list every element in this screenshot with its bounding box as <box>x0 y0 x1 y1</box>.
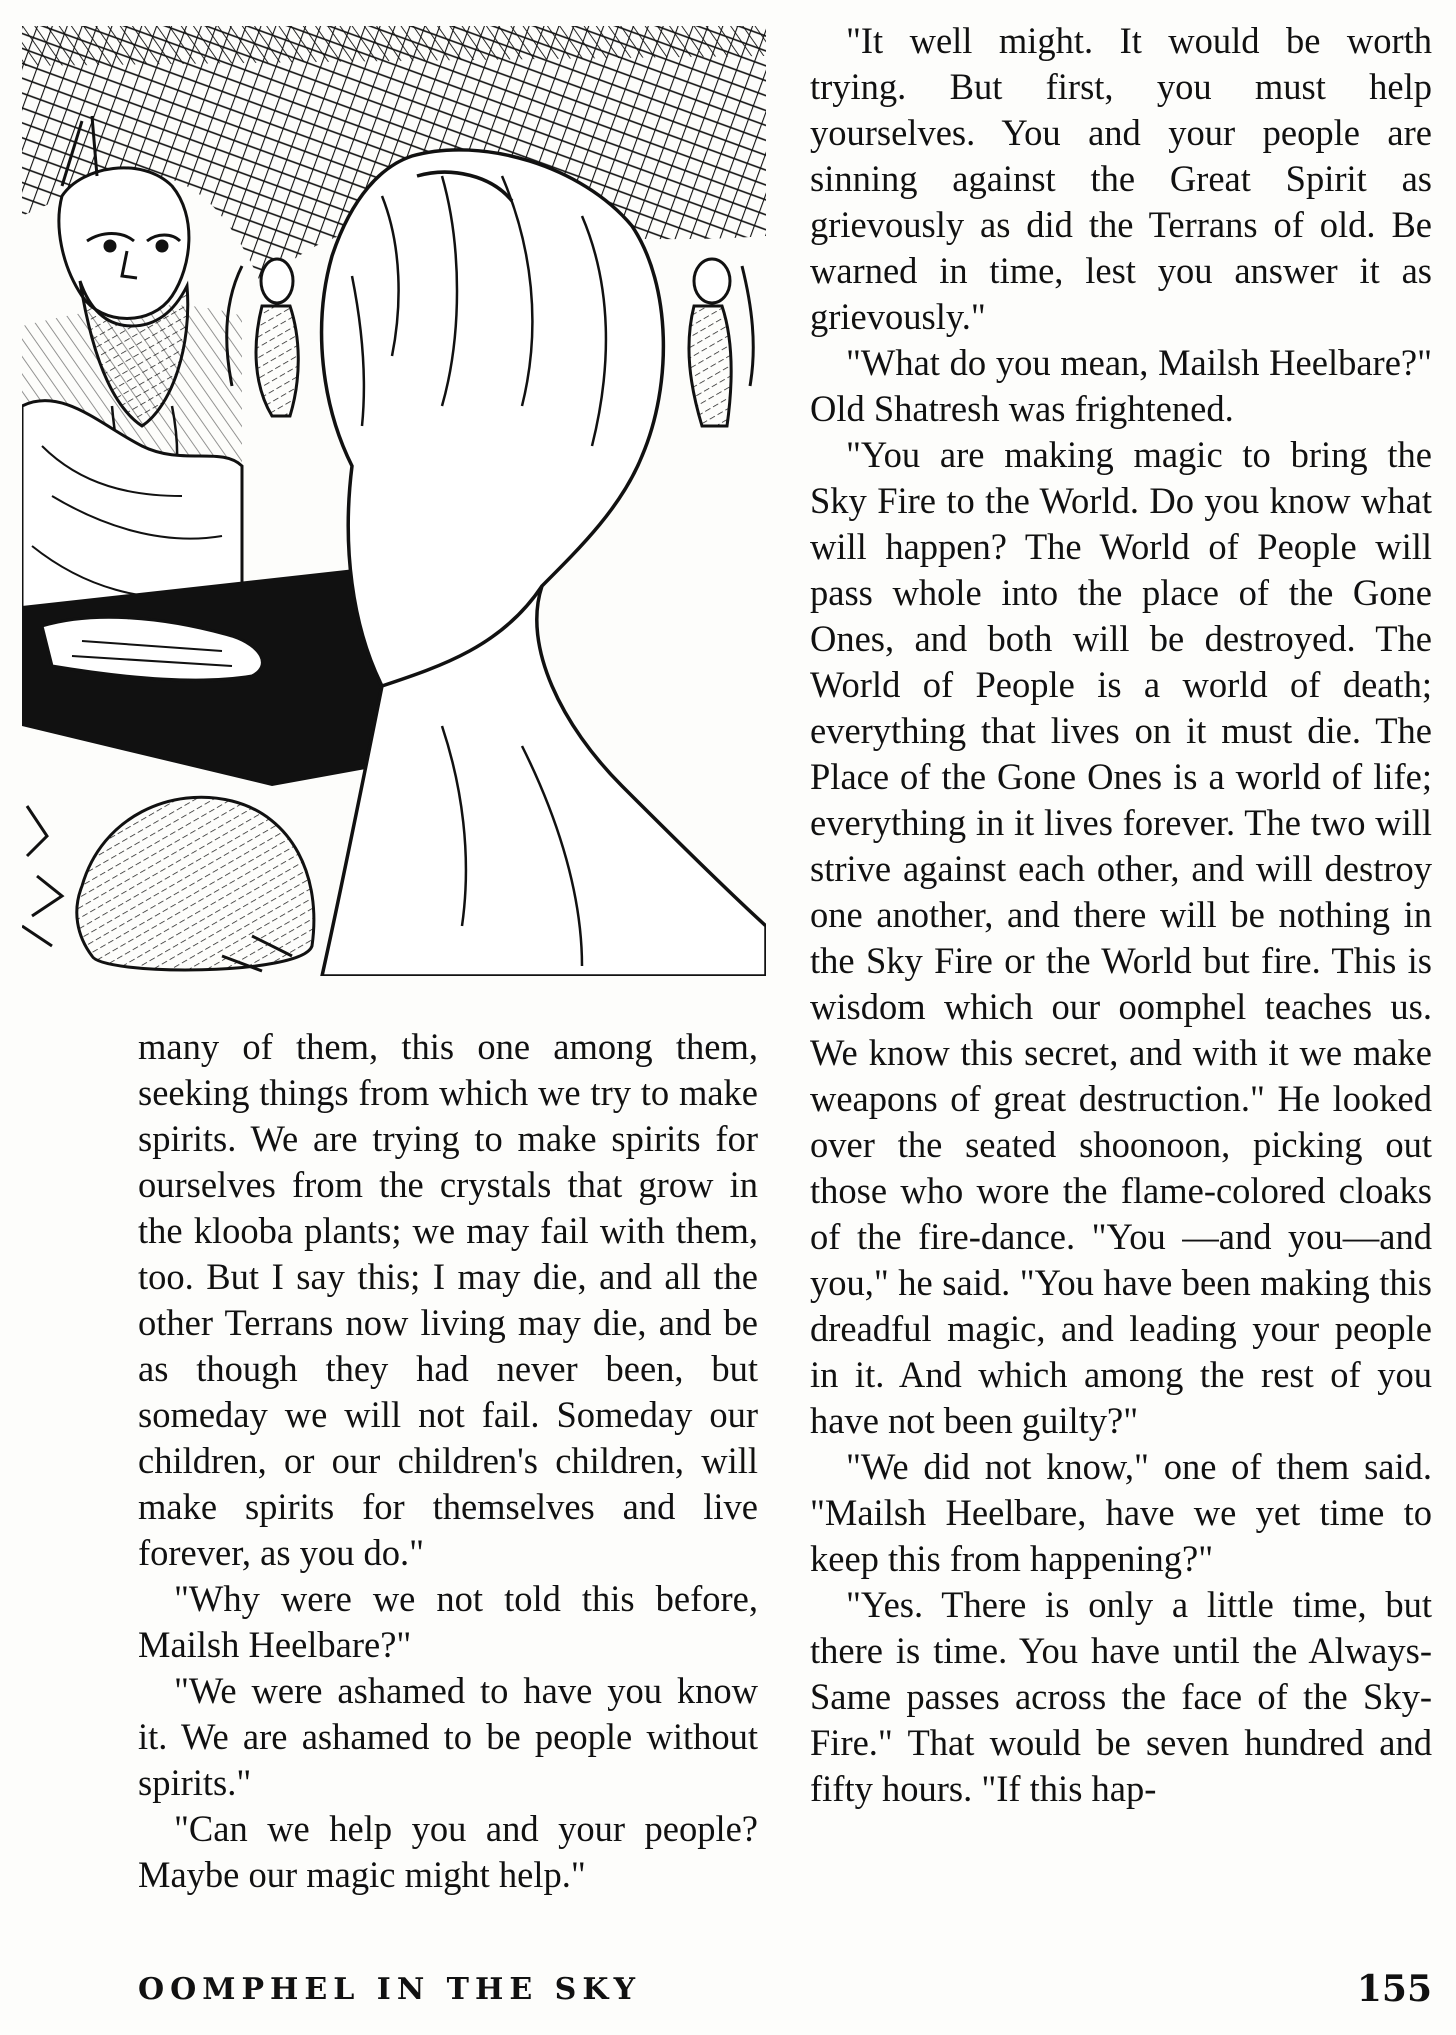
paragraph: "It well might. It would be worth trying. But first, you must help yourselves. You and your people are sinning against the Great Spirit as grievously as did the Terrans of old. Be warned in time, lest you answer it as grievously." <box>810 20 1432 337</box>
paragraph: "Why were we not told this before, Mailsh Heelbare?" <box>138 1578 758 1665</box>
ink-illustration <box>22 26 766 976</box>
paragraph: "What do you mean, Mailsh Heelbare?" Old Shatresh was frightened. <box>810 342 1432 429</box>
running-title: OOMPHEL IN THE SKY <box>138 1972 642 2007</box>
paragraph: "We did not know," one of them said. "Mailsh Heelbare, have we yet time to keep this from happening?" <box>810 1446 1432 1579</box>
furry-creature-head <box>77 797 314 970</box>
paragraph: "Yes. There is only a little time, but there is time. You have until the Always-Same passes across the face of the Sky-Fire." That would be seven hundred and fifty hours. "If this hap- <box>810 1584 1432 1809</box>
paragraph: "You are making magic to bring the Sky Fire to the World. Do you know what will happen? The World of People will pass whole into the place of the Gone Ones, and both will be destroyed. The World of People is a world of death; everything that lives on it must die. The Place of the Gone Ones is a world of life; everything in it lives forever. The two will strive against each other, and will destroy one another, and there will be nothing in the Sky Fire or the World but fire. This is wisdom which our oomphel teaches us. We know this secret, and with it we make weapons of great destruction." He looked over the seated shoonoon, picking out those who wore the flame-colored cloaks of the fire-dance. "You —and you—and you," he said. "You have been making this dreadful magic, and leading your people in it. And which among the rest of you have not been guilty?" <box>810 434 1432 1441</box>
page-number: 155 <box>1356 1968 1432 2010</box>
paragraph: many of them, this one among them, seeking things from which we try to make spirits. We are trying to make spirits for ourselves from the crystals that grow in the klooba plants; we may fail with them, too. But I say this; I may die, and all the other Terrans now living may die, and be as though they had never been, but someday we will not fail. Someday our children, or our children's children, will make spirits for themselves and live forever, as you do." <box>138 1026 758 1573</box>
text-column-left <box>138 1024 758 1898</box>
text-column-right <box>810 18 1432 1812</box>
page-footer <box>138 1968 1432 2020</box>
paragraph: "We were ashamed to have you know it. We are ashamed to be people without spirits." <box>138 1670 758 1803</box>
paragraph: "Can we help you and your people? Maybe our magic might help." <box>138 1808 758 1895</box>
